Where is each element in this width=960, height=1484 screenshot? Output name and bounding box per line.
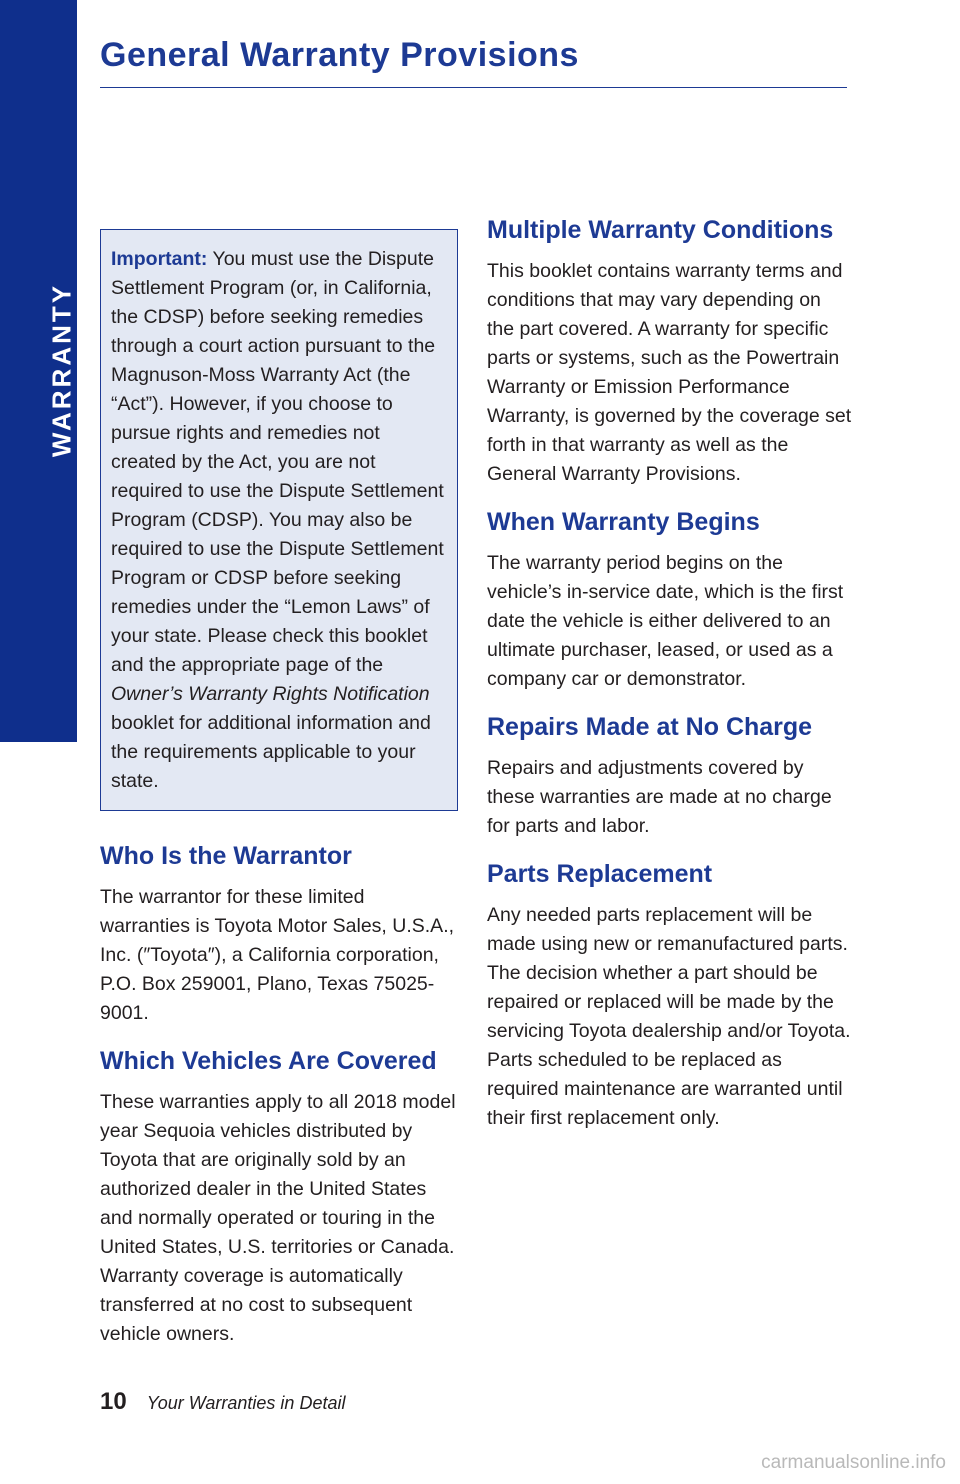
section-body: These warranties apply to all 2018 model year Sequoia vehicles distributed by Toyota that are originally sold by an authorized dealer in the United States and normally operated or touring in the United States, U.S. territories or Canada. Warranty coverage is automatically transferred at no cost to subsequent vehicle owners. bbox=[100, 1091, 456, 1345]
important-note-box bbox=[100, 229, 458, 811]
section-heading: Which Vehicles Are Covered bbox=[100, 1047, 437, 1075]
section-body: Repairs and adjustments covered by these warranties are made at no charge for parts and labor. bbox=[487, 757, 832, 837]
left-column bbox=[100, 229, 458, 1365]
page-footer bbox=[100, 1388, 345, 1416]
section-parts-replacement bbox=[487, 857, 852, 1133]
watermark: carmanualsonline.info bbox=[761, 1452, 946, 1473]
right-column bbox=[487, 213, 852, 1149]
section-heading: Repairs Made at No Charge bbox=[487, 713, 813, 741]
section-heading: Multiple Warranty Conditions bbox=[487, 216, 834, 244]
side-tab bbox=[0, 0, 77, 742]
side-tab-label: WARRANTY bbox=[46, 282, 77, 458]
important-italic-title: Owner’s Warranty Rights Notification bbox=[111, 683, 430, 705]
important-label: Important: bbox=[111, 248, 208, 270]
section-body: Any needed parts replacement will be made using new or remanufactured parts. The decision whether a part should be repaired or replaced will be made by the servicing Toyota dealership and/or Toyota. Parts scheduled to be replaced as required maintenance are warranted until their first replacement only. bbox=[487, 904, 851, 1129]
section-when-begins bbox=[487, 505, 852, 694]
section-who-is-warrantor bbox=[100, 839, 458, 1028]
footer-text: Your Warranties in Detail bbox=[146, 1393, 346, 1413]
section-which-vehicles bbox=[100, 1044, 458, 1349]
section-body: This booklet contains warranty terms and conditions that may vary depending on the part covered. A warranty for specific parts or systems, such as the Powertrain Warranty or Emission Performance Warranty, is governed by the coverage set forth in that warranty as well as the General Warranty Provisions. bbox=[487, 260, 852, 485]
section-heading: When Warranty Begins bbox=[487, 508, 760, 536]
section-body: The warranty period begins on the vehicle’s in-service date, which is the first date the vehicle is either delivered to an ultimate purchaser, leased, or used as a company car or demonstrator. bbox=[487, 552, 844, 690]
section-heading: Parts Replacement bbox=[487, 860, 713, 888]
important-text-1: You must use the Dispute Settlement Program (or, in California, the CDSP) before seeking remedies through a court action pursuant to the Magnuson-Moss Warranty Act (the “Act”). However, if you choose to pursue rights and remedies not created by the Act, you are not required to use the Dispute Settlement Program (CDSP). You may also be required to use the Dispute Settlement Program or CDSP before seeking remedies under the “Lemon Laws” of your state. Please check this booklet and the appropriate page of the bbox=[111, 248, 444, 676]
section-heading: Who Is the Warrantor bbox=[100, 842, 352, 870]
title-divider bbox=[100, 87, 847, 88]
page-number: 10 bbox=[100, 1388, 127, 1415]
important-note-text bbox=[111, 245, 447, 796]
page-title: General Warranty Provisions bbox=[100, 36, 579, 74]
section-multiple-conditions bbox=[487, 213, 852, 489]
section-body: The warrantor for these limited warranties is Toyota Motor Sales, U.S.A., Inc. (″Toyota″), a California corporation, P.O. Box 259001, Plano, Texas 75025-9001. bbox=[100, 886, 455, 1024]
section-repairs-no-charge bbox=[487, 710, 852, 841]
important-text-2: booklet for additional information and the requirements applicable to your state. bbox=[111, 712, 431, 792]
